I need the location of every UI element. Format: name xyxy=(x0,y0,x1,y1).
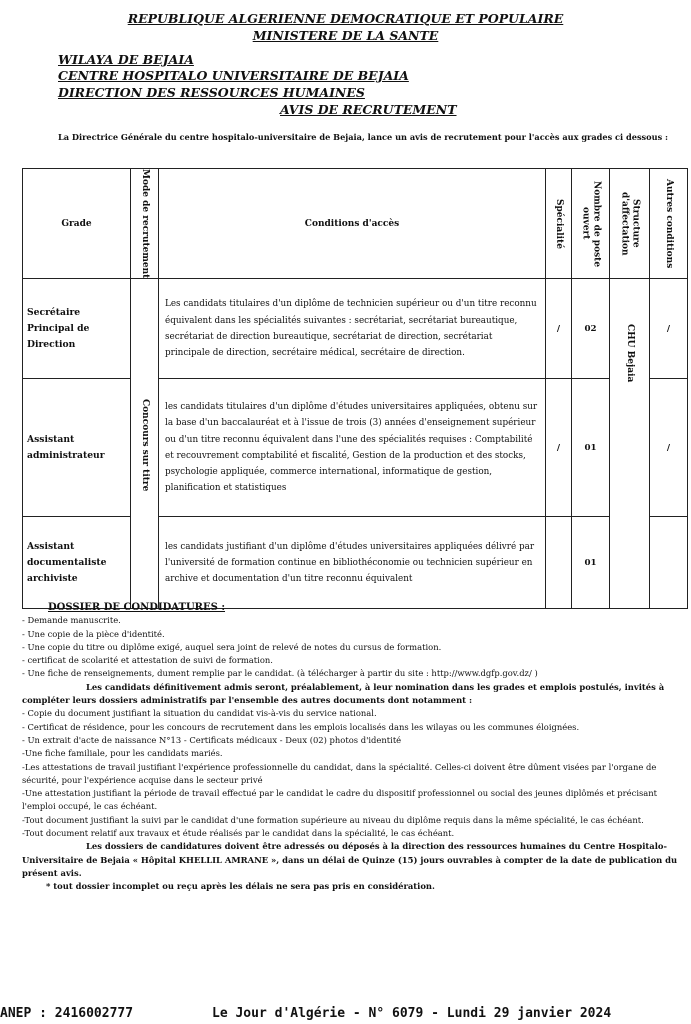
autres-cell: / xyxy=(650,379,688,517)
specialite-cell: / xyxy=(546,279,572,379)
footer-anep: ANEP : 2416002777 xyxy=(0,1006,134,1021)
header-wilaya: WILAYA DE BEJAIA xyxy=(58,52,194,67)
dossier-section xyxy=(22,601,688,894)
header-republique: REPUBLIQUE ALGERIENNE DEMOCRATIQUE ET POPULAIRE xyxy=(127,11,564,26)
autres-cell xyxy=(650,517,688,609)
header-structure: Structure d'affectation xyxy=(619,191,641,256)
dossier-item: -Une fiche familiale, pour les candidats mariés. xyxy=(22,748,223,759)
header-centre: CENTRE HOSPITALO UNIVERSITAIRE DE BEJAIA xyxy=(58,68,409,83)
grade-cell: Assistant documentaliste archiviste xyxy=(23,517,131,609)
dossier-title: DOSSIER DE CONDIDATURES : xyxy=(48,602,226,613)
dossier-item: - Une copie du titre ou diplôme exigé, auquel sera joint de relevé de notes du cursus de formation. xyxy=(22,641,442,652)
dossier-item: -Les attestations de travail justifiant l'expérience professionnelle du candidat, dans la spécialité. Celles-ci doivent être dûment visées par l'organe de sécurité, pour l'expérience acquise dans le secteur privé xyxy=(22,761,657,785)
nombre-cell: 01 xyxy=(572,517,610,609)
mode-cell xyxy=(131,279,159,609)
dossier-item: - Copie du document justifiant la situation du candidat vis-à-vis du service national. xyxy=(22,708,377,719)
footer-journal: Le Jour d'Algérie - N° 6079 - Lundi 29 janvier 2024 xyxy=(212,1006,612,1021)
dossier-item: - certificat de scolarité et attestation de suivi de formation. xyxy=(22,655,273,666)
header-autres: Autres conditions xyxy=(664,179,674,269)
dossier-item: -Tout document justifiant la suivi par le candidat d'une formation supérieure au niveau du diplôme requis dans la même spécialité, le cas échéant. xyxy=(22,814,644,825)
table-row xyxy=(23,279,688,379)
dossier-item: -Une attestation justifiant la période de travail effectué par le candidat le cadre du dispositif professionnel ou social des jeunes diplômés et précisant l'emploi occupé, le cas échéant. xyxy=(22,788,658,812)
header-ministere: MINISTERE DE LA SANTE xyxy=(252,28,439,43)
dossier-item: - Un extrait d'acte de naissance N°13 - Certificats médicaux - Deux (02) photos d'identité xyxy=(22,734,402,745)
header-direction: DIRECTION DES RESSOURCES HUMAINES xyxy=(58,85,365,100)
dossier-paragraph: Les dossiers de candidatures doivent être adressés ou déposés à la direction des ressources humaines du Centre Hospitalo-Universitaire de Bejaia « Hôpital KHELLIL AMRANE », dans un délai de Quinze (15) jours ouvrables à compter de la date de publication du présent avis. xyxy=(22,841,678,878)
structure-value: CHU Bejaia xyxy=(625,324,635,383)
conditions-cell: les candidats titulaires d'un diplôme d'études universitaires appliquées, obtenu sur la base d'un baccalauréat et à l'issue de trois (3) années d'enseignement supérieur ou d'un titre reconnu équivalent dans l'une des spécialités requises : Comptabilité et recouvrement comptabilité et fiscalité, Gestion de la production et des stocks, psychologie appliquée, commerce international, informatique de gestion, planification et statistiques xyxy=(159,379,546,517)
grade-cell: Secrétaire Principal de Direction xyxy=(23,279,131,379)
table-row xyxy=(23,379,688,517)
dossier-item: - Demande manuscrite. xyxy=(22,615,121,626)
recruitment-table xyxy=(22,168,688,609)
structure-cell xyxy=(610,279,650,609)
header-structure-cell xyxy=(610,169,650,279)
header-mode: Mode de recrutement xyxy=(140,169,150,279)
header-grade: Grade xyxy=(23,169,131,279)
dossier-item: - Une fiche de renseignements, dument remplie par le candidat. (à télécharger à partir du site : http://www.dgfp.gov.dz/ ) xyxy=(22,668,538,679)
dossier-note: * tout dossier incomplet ou reçu après les délais ne sera pas pris en considération. xyxy=(46,881,435,892)
dossier-item: -Tout document relatif aux travaux et étude réalisés par le candidat dans la spécialité, le cas échéant. xyxy=(22,828,455,839)
header-nombre-cell xyxy=(572,169,610,279)
nombre-cell: 01 xyxy=(572,379,610,517)
mode-value: Concours sur titre xyxy=(140,399,150,492)
table-header-row xyxy=(23,169,688,279)
conditions-cell: Les candidats titulaires d'un diplôme de technicien supérieur ou d'un titre reconnu équivalent dans les spécialités suivantes : secrétariat, secrétariat bureautique, secrétariat de direction bureautique, secrétariat de direction, secrétariat principale de direction, secrétaire médical, secrétaire de direction. xyxy=(159,279,546,379)
header-specialite: Spécialité xyxy=(554,198,564,249)
table-row xyxy=(23,517,688,609)
conditions-cell: les candidats justifiant d'un diplôme d'études universitaires appliquées délivré par l'université de formation continue en bibliothéconomie ou technicien supérieur en archive et documentation d'un titre reconnu équivalent xyxy=(159,517,546,609)
autres-cell: / xyxy=(650,279,688,379)
intro-text: La Directrice Générale du centre hospitalo-universitaire de Bejaia, lance un avis de recrutement pour l'accès aux grades ci dessous : xyxy=(58,132,669,142)
header-conditions: Conditions d'accès xyxy=(159,169,546,279)
header-nombre: Nombre de poste ouvert xyxy=(580,180,602,267)
header-autres-cell xyxy=(650,169,688,279)
specialite-cell xyxy=(546,517,572,609)
dossier-item: - Certificat de résidence, pour les concours de recrutement dans les emplois localisés dans les wilayas ou les communes éloignées. xyxy=(22,721,580,732)
specialite-cell: / xyxy=(546,379,572,517)
header-specialite-cell xyxy=(546,169,572,279)
avis-title: AVIS DE RECRUTEMENT xyxy=(280,102,457,117)
grade-cell: Assistant administrateur xyxy=(23,379,131,517)
header-mode-cell xyxy=(131,169,159,279)
dossier-item: - Une copie de la pièce d'identité. xyxy=(22,628,165,639)
dossier-paragraph: Les candidats définitivement admis seront, préalablement, à leur nomination dans les grades et emplois postulés, invités à compléter leurs dossiers administratifs par l'ensemble des autres documents dont notamment : xyxy=(22,681,665,706)
nombre-cell: 02 xyxy=(572,279,610,379)
